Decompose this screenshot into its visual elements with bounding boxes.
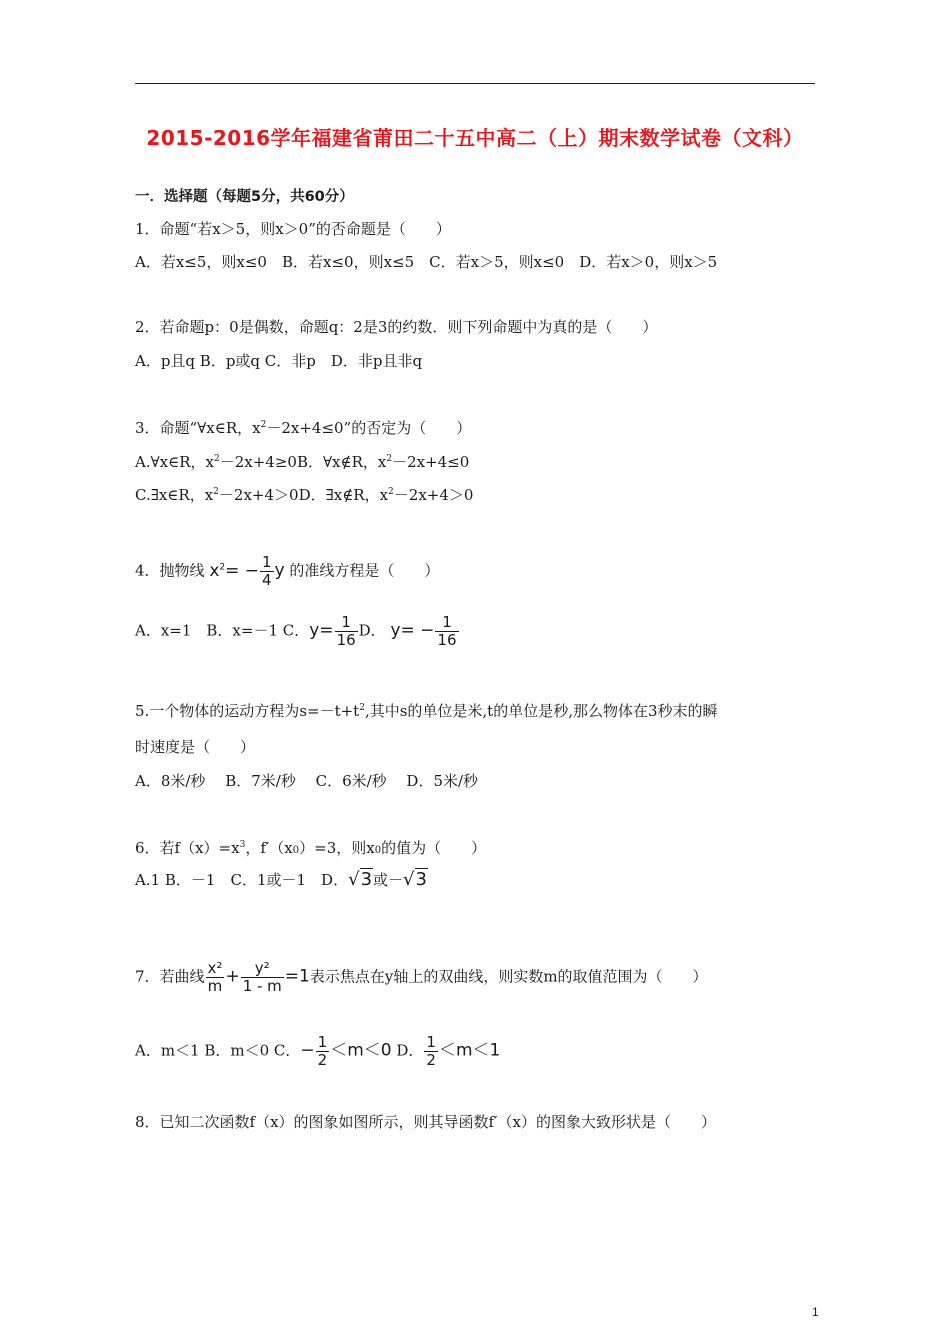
- question-1-options: A．若x≤5，则x≤0 B．若x≤0，则x≤5 C．若x＞5，则x≤0 D．若x＞0，则x＞5: [135, 253, 718, 271]
- fraction-one-sixteenth-neg: $\frac{1}{16}$: [437, 613, 457, 649]
- question-5-stem-cont: 时速度是（ ）: [135, 738, 256, 756]
- fraction-one-half-neg: $\frac{1}{2}$: [317, 1033, 328, 1069]
- question-6-options: A.1 B．－1 C．1或－1 D．√3或－√3: [135, 869, 427, 890]
- question-4-stem: 4．抛物线 $x^2=$ − $\frac{1}{4}$ y 的准线方程是（ ）: [135, 553, 440, 589]
- sqrt-three-neg: √3: [403, 869, 427, 890]
- fraction-one-quarter: $\frac{1}{4}$: [262, 553, 272, 589]
- question-6-stem: 6．若$f(x)=x^3$，f′（x0）=3，则x0的值为（ ）: [135, 839, 487, 857]
- question-3-options-cd: C.∃x∈R，$x^2-2x+4>0D$．∃x∉R，$x^2-2x+4>0$: [135, 486, 474, 504]
- question-7-stem: 7．若曲线 $\frac{\text{x²}}{m}$ + $\frac{\text{y²}}{1 - m}$ =1表示焦点在y轴上的双曲线，则实数m的取值范围为（ ）: [135, 959, 708, 995]
- question-4-options: A．x=1 B．x=－1 C．y= $\frac{1}{16}$ D． y= − $\frac{1}{16}$: [135, 613, 457, 649]
- formula-parabola: $x^2=$ −: [209, 560, 260, 581]
- fraction-y-squared-over-1-minus-m: $\frac{\text{y²}}{1 - m}$: [242, 959, 282, 995]
- page-number: 1: [812, 1305, 819, 1319]
- question-3-stem: 3．命题“∀x∈R，$x^2-2x+4\le 0$”的否定为（ ）: [135, 419, 472, 437]
- exam-title: 2015-2016学年福建省莆田二十五中高二（上）期末数学试卷（文科）: [146, 126, 804, 150]
- question-5-options: A．8米/秒 B．7米/秒 C．6米/秒 D．5米/秒: [135, 772, 479, 790]
- question-5-stem: 5.一个物体的运动方程为$s=-t+t^2$,其中s的单位是米,t的单位是秒,那么物体在3秒末的瞬: [135, 702, 718, 720]
- fraction-x-squared-over-m: $\frac{\text{x²}}{m}$: [207, 959, 223, 995]
- question-3-options-ab: A.∀x∈R，$x^2-2x+4\ge 0B$．∀x∉R，$x^2-2x+4\le 0$: [135, 453, 470, 471]
- section-heading: 一．选择题（每题5分，共60分）: [135, 189, 354, 205]
- question-8-stem: 8．已知二次函数f（x）的图象如图所示，则其导函数f′（x）的图象大致形状是（ ）: [135, 1113, 716, 1131]
- fraction-one-half: $\frac{1}{2}$: [426, 1033, 436, 1069]
- header-rule: [135, 83, 815, 84]
- question-2-options: A．p且q B．p或q C．非p D．非p且非q: [135, 352, 423, 370]
- question-2-stem: 2．若命题p：0是偶数，命题q：2是3的约数．则下列命题中为真的是（ ）: [135, 318, 658, 336]
- question-1-stem: 1．命题“若x＞5，则x＞0”的否命题是（ ）: [135, 220, 451, 238]
- sqrt-three: √3: [348, 869, 373, 890]
- question-7-options: A．m＜1 B．m＜0 C．− $\frac{1}{2}$ ＜m＜0 D． $\frac{1}{2}$ ＜m＜1: [135, 1033, 501, 1069]
- fraction-one-sixteenth: $\frac{1}{16}$: [336, 613, 356, 649]
